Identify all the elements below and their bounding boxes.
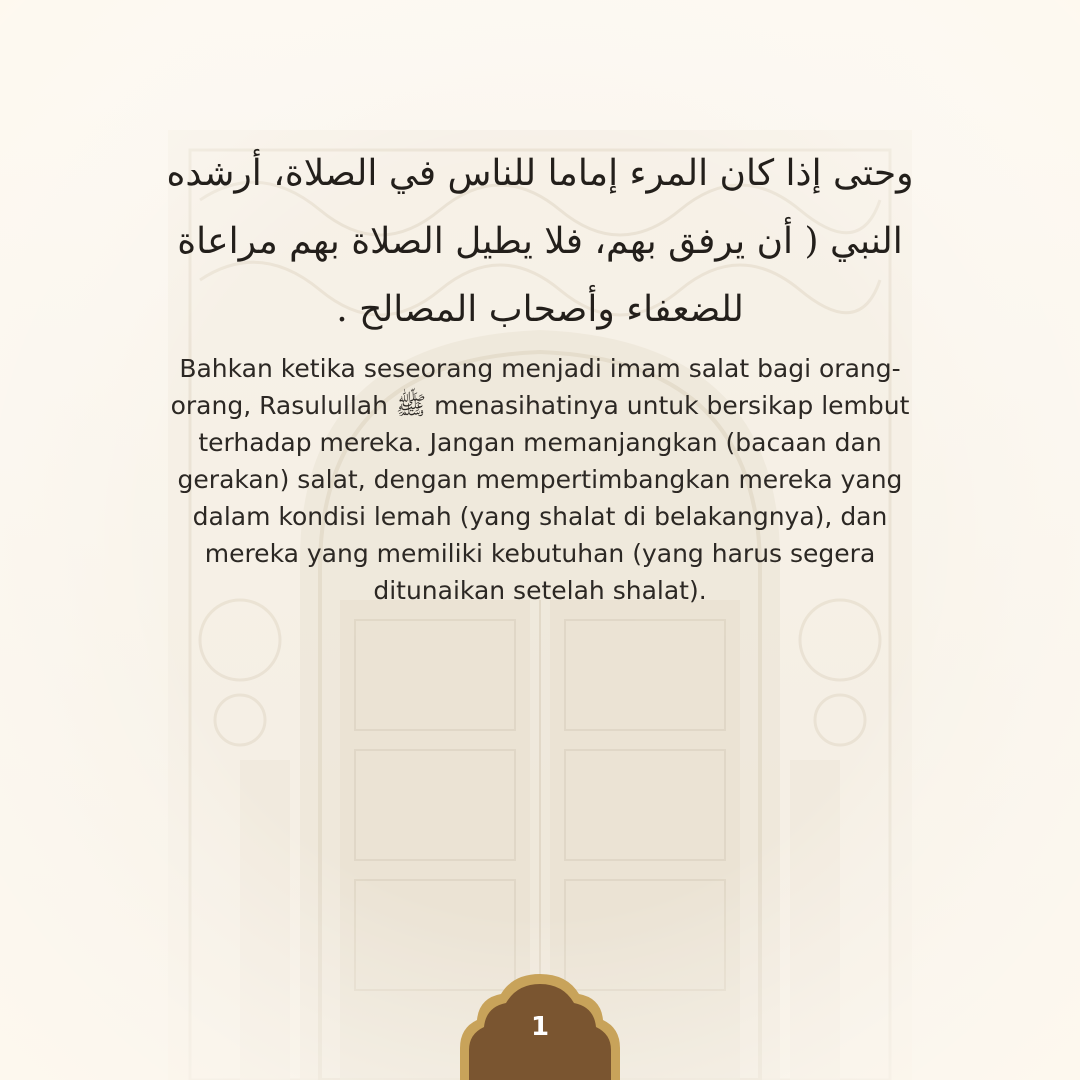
arabic-text: وحتى إذا كان المرء إماما للناس في الصلاة، أرشده النبي ( أن يرفق بهم، فلا يطيل الصلاة بهم مراعاة للضعفاء وأصحاب المصالح .: [166, 153, 914, 330]
page-number-badge: [455, 968, 625, 1080]
translation-text: Bahkan ketika seseorang menjadi imam salat bagi orang-orang, Rasulullah ﷺ menasihatinya untuk bersikap lembut terhadap mereka. Jangan memanjangkan (bacaan dan gerakan) salat, dengan mempertimbangkan mereka yang dalam kondisi lemah (yang shalat di belakangnya), dan mereka yang memiliki kebutuhan (yang harus segera ditunaikan setelah shalat).: [170, 354, 910, 605]
page-number: 1: [530, 1012, 550, 1042]
text-block: [150, 140, 930, 609]
